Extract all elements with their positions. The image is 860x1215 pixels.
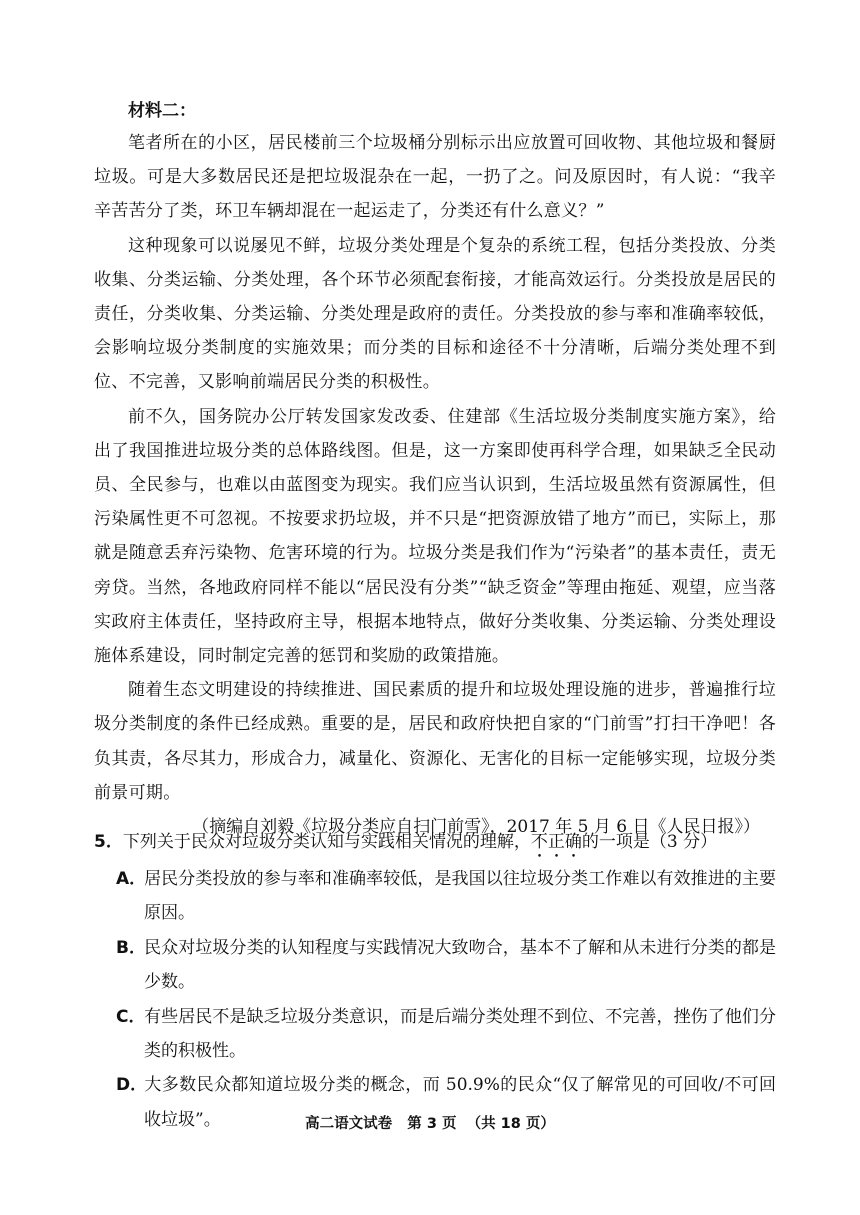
- paragraph-4: 随着生态文明建设的持续推进、国民素质的提升和垃圾处理设施的进步，普遍推行垃圾分类制度的条件已经成熟。重要的是，居民和政府快把自家的“门前雪”打扫干净吧！各负其责，各尽其力，形成合力，减量化、资源化、无害化的目标一定能够实现，垃圾分类前景可期。: [94, 680, 776, 803]
- material-body: [94, 126, 776, 844]
- option-b-text: 民众对垃圾分类的认知程度与实践情况大致吻合，基本不了解和从未进行分类的都是少数。: [144, 937, 776, 993]
- material-heading: 材料二：: [128, 101, 196, 121]
- paragraph-3: 前不久，国务院办公厅转发国家发改委、住建部《生活垃圾分类制度实施方案》，给出了我国推进垃圾分类的总体路线图。但是，这一方案即使再科学合理，如果缺乏全民动员、全民参与，也难以由蓝图变为现实。我们应当认识到，生活垃圾虽然有资源属性，但污染属性更不可忽视。不按要求扔垃圾，并不只是“把资源放错了地方”而已，实际上，那就是随意丢弃污染物、危害环境的行为。垃圾分类是我们作为“污染者”的基本责任，责无旁贷。当然，各地政府同样不能以“居民没有分类”“缺乏资金”等理由拖延、观望，应当落实政府主体责任，坚持政府主导，根据本地特点，做好分类收集、分类运输、分类处理设施体系建设，同时制定完善的惩罚和奖励的政策措施。: [94, 406, 776, 667]
- option-b: [94, 931, 776, 1000]
- stem-after: 的一项是（3 分）: [581, 832, 718, 852]
- option-c: [94, 1000, 776, 1069]
- option-d-text: 大多数民众都知道垃圾分类的概念，而 50.9%的民众“仅了解常见的可回收/不可回收垃圾”。: [144, 1075, 776, 1130]
- stem-emphasis: 不正确: [530, 832, 582, 852]
- source-citation: （摘编自刘毅《垃圾分类应自扫门前雪》，2017 年 5 月 6 日《人民日报》）: [192, 817, 760, 838]
- option-a-text: 居民分类投放的参与率和准确率较低，是我国以往垃圾分类工作难以有效推进的主要原因。: [144, 869, 776, 924]
- option-d-letter: D．: [116, 1075, 148, 1096]
- option-c-letter: C．: [116, 1006, 146, 1027]
- stem-before: 下列关于民众对垃圾分类认知与实践相关情况的理解，: [122, 832, 531, 852]
- question-5: [94, 825, 776, 1137]
- question-number: 5．: [94, 832, 123, 852]
- option-a: [94, 862, 776, 931]
- page-footer: 高二语文试卷 第 3 页 （共 18 页）: [305, 1116, 555, 1132]
- question-stem: [94, 825, 776, 862]
- option-b-letter: B．: [116, 937, 146, 958]
- paragraph-1: 笔者所在的小区，居民楼前三个垃圾桶分别标示出应放置可回收物、其他垃圾和餐厨垃圾。可是大多数居民还是把垃圾混杂在一起，一扔了之。问及原因时，有人说：“我辛辛苦苦分了类，环卫车辆却混在一起运走了，分类还有什么意义？”: [94, 133, 776, 222]
- option-a-letter: A．: [116, 869, 147, 889]
- paragraph-2: 这种现象可以说屡见不鲜，垃圾分类处理是个复杂的系统工程，包括分类投放、分类收集、分类运输、分类处理，各个环节必须配套衔接，才能高效运行。分类投放是居民的责任，分类收集、分类运输、分类处理是政府的责任。分类投放的参与率和准确率较低，会影响垃圾分类制度的实施效果；而分类的目标和途径不十分清晰，后端分类处理不到位、不完善，又影响前端居民分类的积极性。: [94, 235, 776, 393]
- option-c-text: 有些居民不是缺乏垃圾分类意识，而是后端分类处理不到位、不完善，挫伤了他们分类的积极性。: [144, 1006, 776, 1062]
